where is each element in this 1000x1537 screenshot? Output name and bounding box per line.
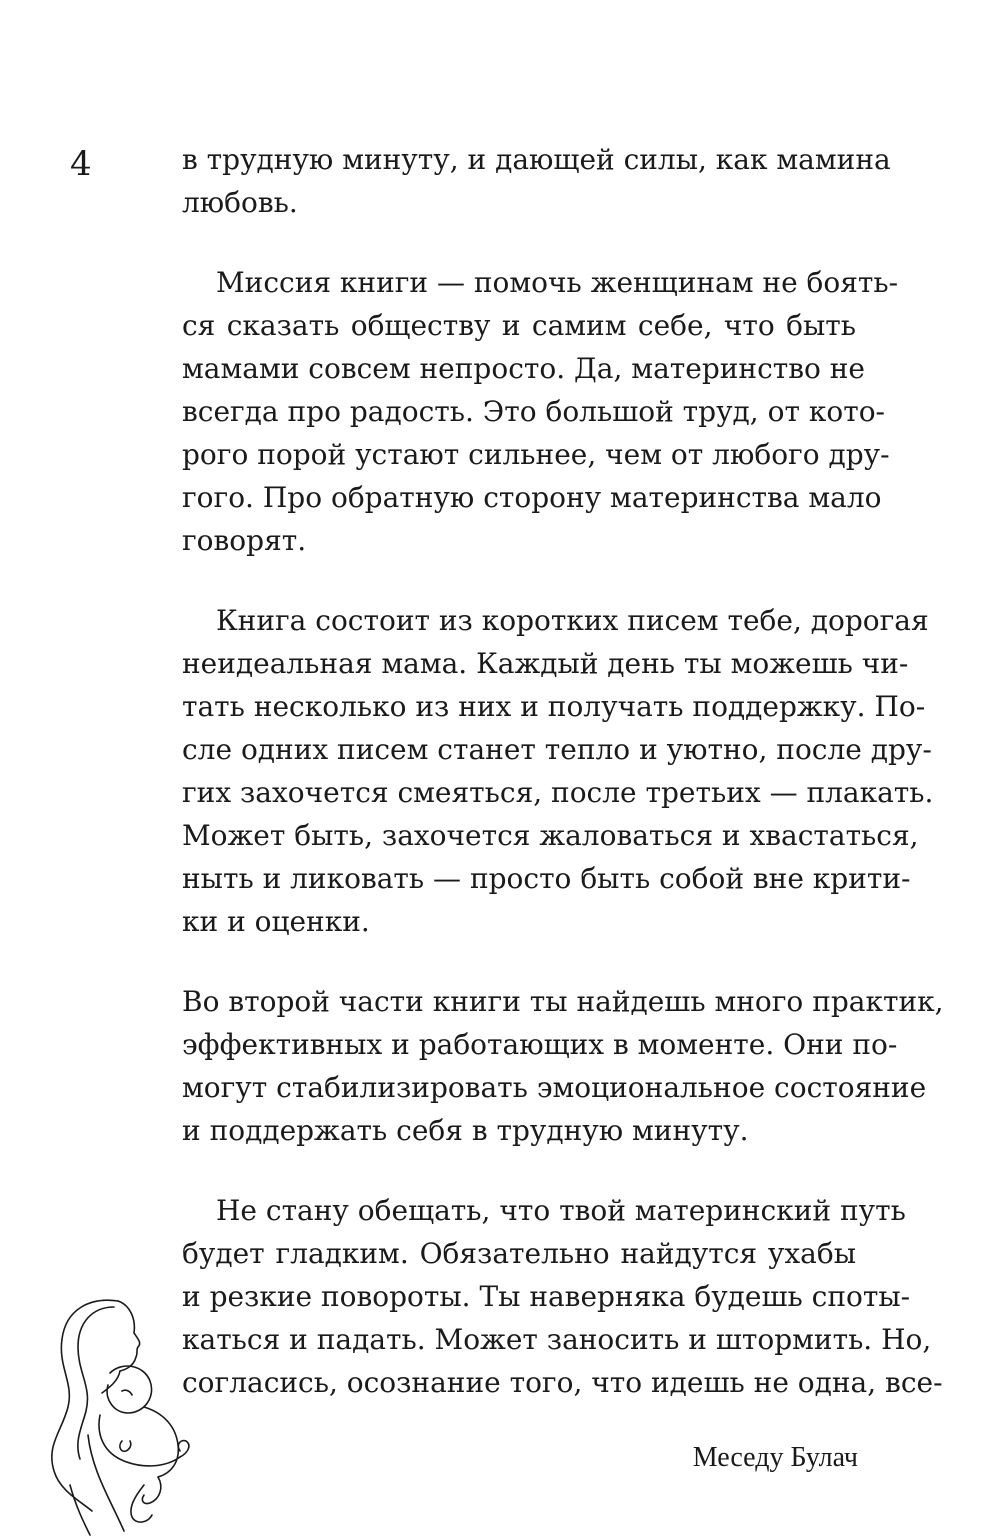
paragraph xyxy=(182,138,891,224)
text-line: ся сказать обществу и самим себе, что быть xyxy=(182,309,856,342)
text-line: каться и падать. Может заносить и штормить. Но, xyxy=(182,1323,932,1356)
paragraph xyxy=(182,1189,943,1404)
text-line: сле одних писем станет тепло и уютно, после дру- xyxy=(182,733,932,766)
text-line: гих захочется смеяться, после третьих — плакать. xyxy=(182,776,934,809)
paragraph xyxy=(182,261,899,562)
text-line: согласись, осознание того, что идешь не одна, все- xyxy=(182,1366,943,1399)
body-text xyxy=(182,138,944,1441)
text-line: мамами совсем непросто. Да, материнство не xyxy=(182,352,865,385)
text-line: эффективных и работающих в моменте. Они по- xyxy=(182,1028,898,1061)
text-line: всегда про радость. Это большой труд, от кото- xyxy=(182,395,886,428)
text-line: говорят. xyxy=(182,524,307,557)
page-number: 4 xyxy=(70,144,92,184)
text-line: Во второй части книги ты найдешь много практик, xyxy=(182,985,944,1018)
text-line: неидеальная мама. Каждый день ты можешь чи- xyxy=(182,647,909,680)
text-line: и резкие повороты. Ты наверняка будешь споты- xyxy=(182,1280,911,1313)
paragraph xyxy=(182,599,934,943)
text-line: ныть и ликовать — просто быть собой вне крити- xyxy=(182,862,911,895)
mother-baby-illustration xyxy=(40,1295,210,1537)
text-line: и поддержать себя в трудную минуту. xyxy=(182,1114,749,1147)
text-line: любовь. xyxy=(182,186,298,219)
text-line: гого. Про обратную сторону материнства мало xyxy=(182,481,882,514)
text-line: ки и оценки. xyxy=(182,905,370,938)
text-line: Книга состоит из коротких писем тебе, дорогая xyxy=(216,604,929,637)
text-line: Не стану обещать, что твой материнский путь xyxy=(216,1194,906,1227)
text-line: Миссия книги — помочь женщинам не боять- xyxy=(216,266,899,299)
text-line: могут стабилизировать эмоциональное состояние xyxy=(182,1071,927,1104)
author-name: Меседу Булач xyxy=(692,1442,858,1473)
text-line: тать несколько из них и получать поддержку. По- xyxy=(182,690,926,723)
text-line: Может быть, захочется жаловаться и хвастаться, xyxy=(182,819,919,852)
text-line: в трудную минуту, и дающей силы, как мамина xyxy=(182,143,891,176)
paragraph xyxy=(182,980,944,1152)
text-line: будет гладким. Обязательно найдутся ухабы xyxy=(182,1237,856,1270)
text-line: рого порой устают сильнее, чем от любого дру- xyxy=(182,438,890,471)
